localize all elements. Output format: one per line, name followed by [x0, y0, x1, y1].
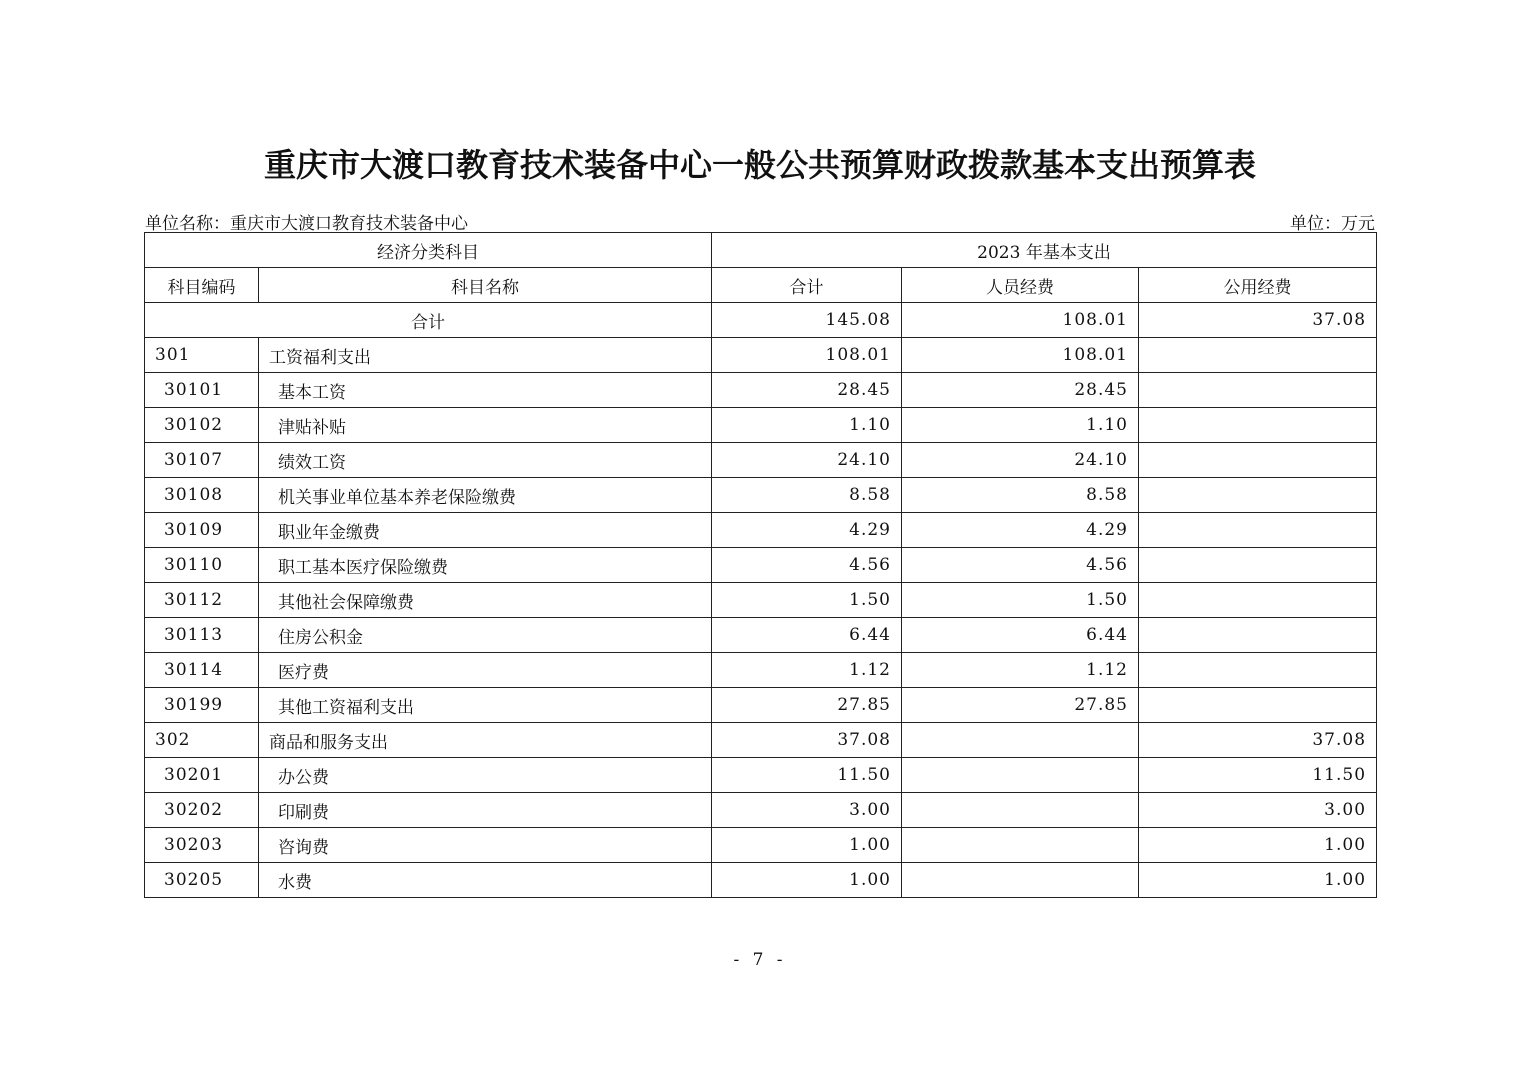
page-title: 重庆市大渡口教育技术装备中心一般公共预算财政拨款基本支出预算表 — [263, 146, 1256, 184]
row-total: 24.10 — [712, 443, 902, 478]
table-row — [145, 828, 1377, 863]
row-personnel — [902, 723, 1139, 758]
row-name: 工资福利支出 — [259, 338, 712, 373]
table-row — [145, 443, 1377, 478]
row-total: 3.00 — [712, 793, 902, 828]
header-group-row — [145, 233, 1377, 268]
row-code: 30203 — [145, 828, 259, 863]
row-public — [1139, 548, 1377, 583]
row-public — [1139, 583, 1377, 618]
row-total: 28.45 — [712, 373, 902, 408]
row-public — [1139, 408, 1377, 443]
row-name: 职工基本医疗保险缴费 — [259, 548, 712, 583]
budget-table — [144, 232, 1377, 898]
row-code: 30110 — [145, 548, 259, 583]
row-name: 印刷费 — [259, 793, 712, 828]
row-personnel — [902, 863, 1139, 898]
unit-label: 单位：万元 — [1290, 214, 1375, 234]
table-row — [145, 688, 1377, 723]
row-total: 1.00 — [712, 828, 902, 863]
row-code: 302 — [145, 723, 259, 758]
row-code: 30114 — [145, 653, 259, 688]
table-row — [145, 723, 1377, 758]
row-personnel: 4.56 — [902, 548, 1139, 583]
row-public: 37.08 — [1139, 723, 1377, 758]
table-row — [145, 548, 1377, 583]
row-name: 水费 — [259, 863, 712, 898]
row-code: 30113 — [145, 618, 259, 653]
table-row — [145, 793, 1377, 828]
total-public: 37.08 — [1139, 303, 1377, 338]
row-public — [1139, 653, 1377, 688]
row-name: 住房公积金 — [259, 618, 712, 653]
row-public — [1139, 618, 1377, 653]
row-name: 其他社会保障缴费 — [259, 583, 712, 618]
header-code: 科目编码 — [145, 268, 259, 303]
row-name: 绩效工资 — [259, 443, 712, 478]
row-personnel: 28.45 — [902, 373, 1139, 408]
row-personnel: 1.50 — [902, 583, 1139, 618]
row-name: 商品和服务支出 — [259, 723, 712, 758]
total-personnel: 108.01 — [902, 303, 1139, 338]
row-public — [1139, 688, 1377, 723]
budget-table-body — [145, 233, 1377, 898]
page-number: - 7 - — [733, 950, 787, 970]
row-name: 咨询费 — [259, 828, 712, 863]
table-row — [145, 408, 1377, 443]
table-row — [145, 513, 1377, 548]
table-row — [145, 373, 1377, 408]
row-total: 1.50 — [712, 583, 902, 618]
row-total: 4.56 — [712, 548, 902, 583]
row-code: 301 — [145, 338, 259, 373]
table-row — [145, 863, 1377, 898]
row-personnel — [902, 828, 1139, 863]
row-public — [1139, 513, 1377, 548]
row-code: 30199 — [145, 688, 259, 723]
row-public: 1.00 — [1139, 863, 1377, 898]
row-total: 1.10 — [712, 408, 902, 443]
table-row — [145, 583, 1377, 618]
total-row — [145, 303, 1377, 338]
row-name: 机关事业单位基本养老保险缴费 — [259, 478, 712, 513]
row-name: 办公费 — [259, 758, 712, 793]
row-name: 职业年金缴费 — [259, 513, 712, 548]
row-name: 其他工资福利支出 — [259, 688, 712, 723]
row-public — [1139, 443, 1377, 478]
row-public — [1139, 373, 1377, 408]
table-row — [145, 478, 1377, 513]
row-personnel: 1.10 — [902, 408, 1139, 443]
header-name: 科目名称 — [259, 268, 712, 303]
row-personnel: 4.29 — [902, 513, 1139, 548]
row-public — [1139, 338, 1377, 373]
header-basic-expenditure: 2023 年基本支出 — [712, 233, 1377, 268]
table-row — [145, 618, 1377, 653]
row-personnel — [902, 793, 1139, 828]
header-economic-classification: 经济分类科目 — [145, 233, 712, 268]
row-public — [1139, 478, 1377, 513]
row-code: 30108 — [145, 478, 259, 513]
row-code: 30109 — [145, 513, 259, 548]
row-code: 30102 — [145, 408, 259, 443]
table-row — [145, 338, 1377, 373]
header-column-row — [145, 268, 1377, 303]
row-name: 医疗费 — [259, 653, 712, 688]
row-personnel: 27.85 — [902, 688, 1139, 723]
row-total: 27.85 — [712, 688, 902, 723]
row-personnel: 108.01 — [902, 338, 1139, 373]
row-public: 3.00 — [1139, 793, 1377, 828]
row-total: 1.00 — [712, 863, 902, 898]
row-personnel — [902, 758, 1139, 793]
header-public: 公用经费 — [1139, 268, 1377, 303]
header-personnel: 人员经费 — [902, 268, 1139, 303]
row-total: 4.29 — [712, 513, 902, 548]
row-name: 基本工资 — [259, 373, 712, 408]
row-name: 津贴补贴 — [259, 408, 712, 443]
header-total: 合计 — [712, 268, 902, 303]
row-total: 37.08 — [712, 723, 902, 758]
row-personnel: 6.44 — [902, 618, 1139, 653]
row-total: 108.01 — [712, 338, 902, 373]
total-label: 合计 — [145, 303, 712, 338]
row-code: 30202 — [145, 793, 259, 828]
row-personnel: 24.10 — [902, 443, 1139, 478]
row-personnel: 1.12 — [902, 653, 1139, 688]
row-code: 30101 — [145, 373, 259, 408]
row-personnel: 8.58 — [902, 478, 1139, 513]
row-code: 30112 — [145, 583, 259, 618]
total-total: 145.08 — [712, 303, 902, 338]
unit-name-label: 单位名称：重庆市大渡口教育技术装备中心 — [145, 214, 468, 234]
row-total: 6.44 — [712, 618, 902, 653]
row-total: 8.58 — [712, 478, 902, 513]
row-code: 30107 — [145, 443, 259, 478]
row-total: 1.12 — [712, 653, 902, 688]
table-row — [145, 758, 1377, 793]
row-total: 11.50 — [712, 758, 902, 793]
row-public: 1.00 — [1139, 828, 1377, 863]
row-code: 30205 — [145, 863, 259, 898]
row-code: 30201 — [145, 758, 259, 793]
row-public: 11.50 — [1139, 758, 1377, 793]
table-row — [145, 653, 1377, 688]
